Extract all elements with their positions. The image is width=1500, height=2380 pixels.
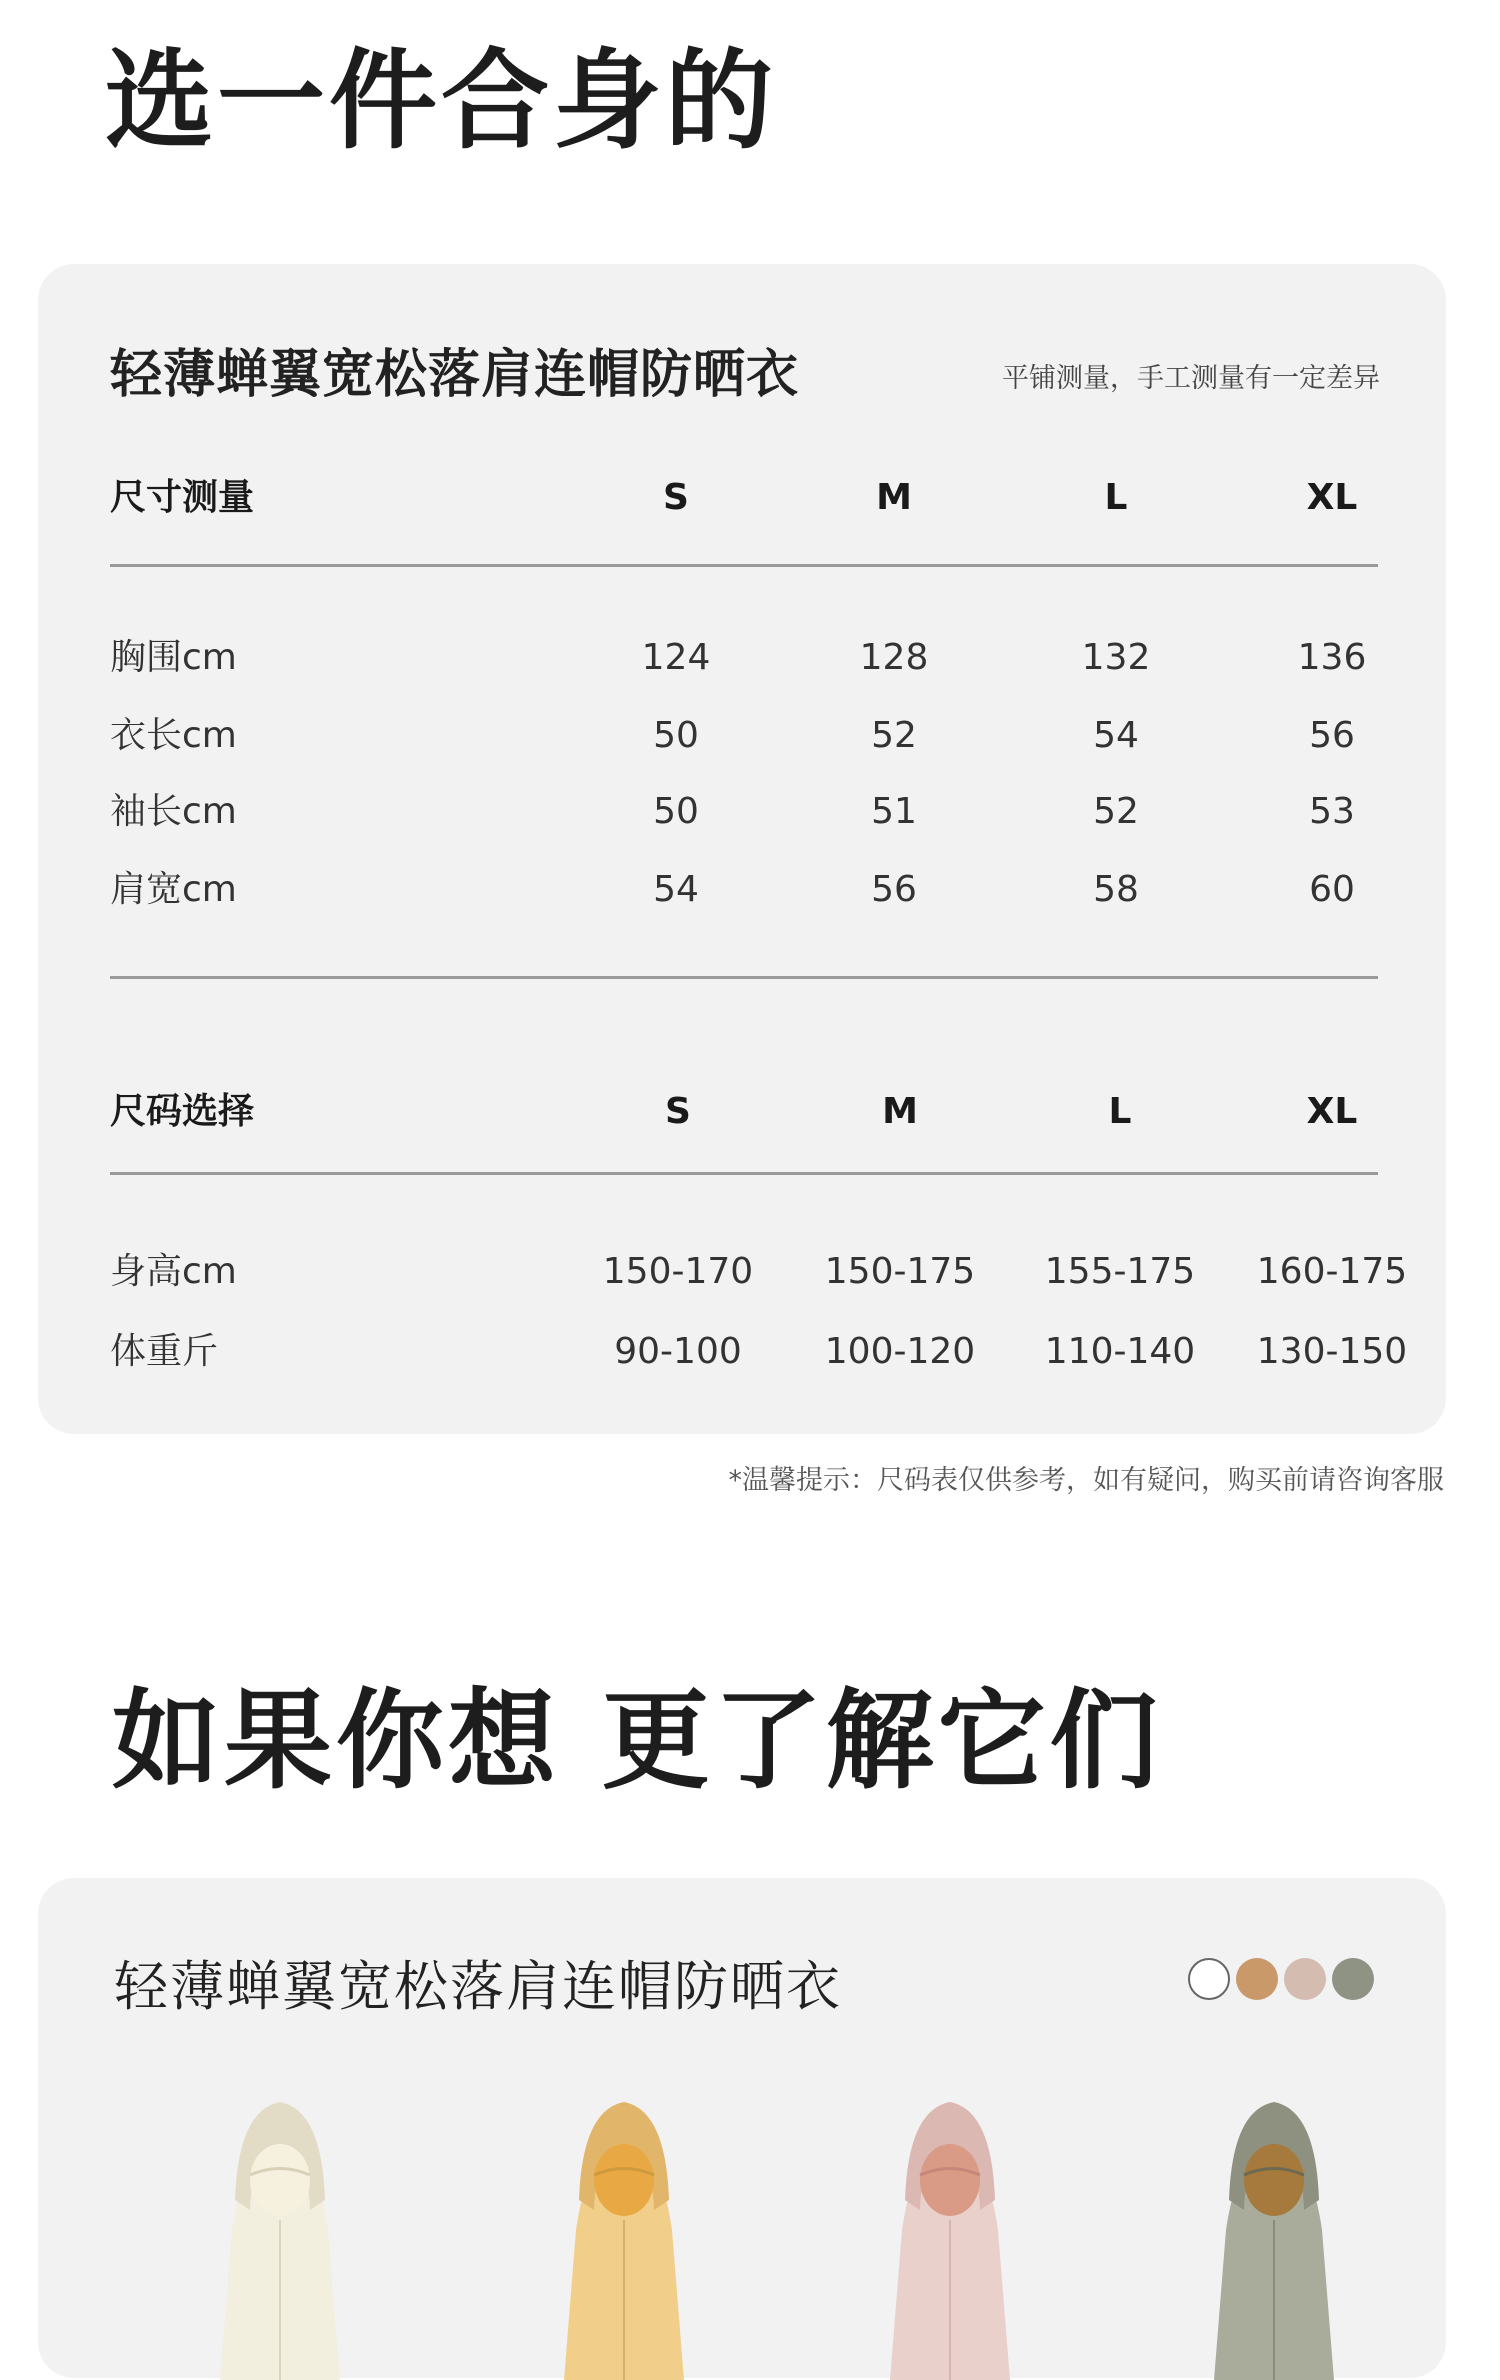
measure-header-label: 尺寸测量 [110, 477, 255, 518]
size-header-m: M [876, 477, 912, 518]
table-cell: 56 [1309, 715, 1355, 756]
table-cell: 100-120 [824, 1331, 976, 1372]
table-cell: 130-150 [1256, 1331, 1408, 1372]
size-tip: *温馨提示：尺码表仅供参考，如有疑问，购买前请咨询客服 [728, 1465, 1444, 1496]
table-row [110, 706, 1378, 766]
measure-note: 平铺测量，手工测量有一定差异 [1002, 363, 1380, 394]
size-header-m: M [882, 1091, 918, 1132]
size-header-xl: XL [1306, 477, 1358, 518]
size-header-l: L [1104, 477, 1128, 518]
divider [110, 976, 1378, 979]
color-swatch-tan[interactable] [1236, 1958, 1278, 2000]
color-swatch-sage[interactable] [1332, 1958, 1374, 2000]
size-header-s: S [665, 1091, 691, 1132]
table-row [110, 860, 1378, 920]
table-cell: 53 [1309, 791, 1355, 832]
size-header-l: L [1108, 1091, 1132, 1132]
table-cell: 51 [871, 791, 917, 832]
learn-more-heading: 如果你想 更了解它们 [112, 1679, 1162, 1804]
size-header-xl: XL [1306, 1091, 1358, 1132]
table-cell: 110-140 [1044, 1331, 1196, 1372]
table-row [110, 782, 1378, 842]
table-cell: 90-100 [614, 1331, 742, 1372]
table-cell: 150-175 [824, 1251, 976, 1292]
size-chart-title: 轻薄蝉翼宽松落肩连帽防晒衣 [110, 345, 800, 405]
divider [110, 1172, 1378, 1175]
table-cell: 50 [653, 715, 699, 756]
row-label: 体重斤 [110, 1331, 219, 1372]
select-header-label: 尺码选择 [110, 1091, 255, 1132]
table-cell: 132 [1081, 637, 1151, 678]
measure-header-row [110, 468, 1378, 528]
table-cell: 124 [641, 637, 711, 678]
table-cell: 54 [653, 869, 699, 910]
table-row [110, 1242, 1408, 1302]
size-chart-card [38, 264, 1446, 1434]
table-cell: 52 [871, 715, 917, 756]
table-cell: 56 [871, 869, 917, 910]
product-title: 轻薄蝉翼宽松落肩连帽防晒衣 [114, 1955, 842, 2018]
table-cell: 136 [1297, 637, 1367, 678]
table-cell: 160-175 [1256, 1251, 1408, 1292]
color-swatch-white[interactable] [1188, 1958, 1230, 2000]
row-label: 肩宽cm [110, 869, 237, 910]
table-cell: 52 [1093, 791, 1139, 832]
sage-jacket-image[interactable] [1174, 2080, 1374, 2380]
color-swatches [1182, 1958, 1374, 2004]
table-cell: 58 [1093, 869, 1139, 910]
row-label: 衣长cm [110, 715, 237, 756]
table-row [110, 628, 1378, 688]
yellow-jacket-image[interactable] [524, 2080, 724, 2380]
select-header-row [110, 1082, 1378, 1142]
pink-jacket-image[interactable] [850, 2080, 1050, 2380]
fit-heading: 选一件合身的 [105, 39, 778, 164]
table-cell: 128 [859, 637, 929, 678]
table-cell: 50 [653, 791, 699, 832]
row-label: 胸围cm [110, 637, 237, 678]
row-label: 袖长cm [110, 791, 237, 832]
table-row [110, 1322, 1408, 1382]
color-swatch-pink[interactable] [1284, 1958, 1326, 2000]
table-cell: 155-175 [1044, 1251, 1196, 1292]
product-card [38, 1878, 1446, 2378]
table-cell: 150-170 [602, 1251, 754, 1292]
cream-jacket-image[interactable] [180, 2080, 380, 2380]
divider [110, 564, 1378, 567]
table-cell: 54 [1093, 715, 1139, 756]
size-header-s: S [663, 477, 689, 518]
table-cell: 60 [1309, 869, 1355, 910]
row-label: 身高cm [110, 1251, 237, 1292]
